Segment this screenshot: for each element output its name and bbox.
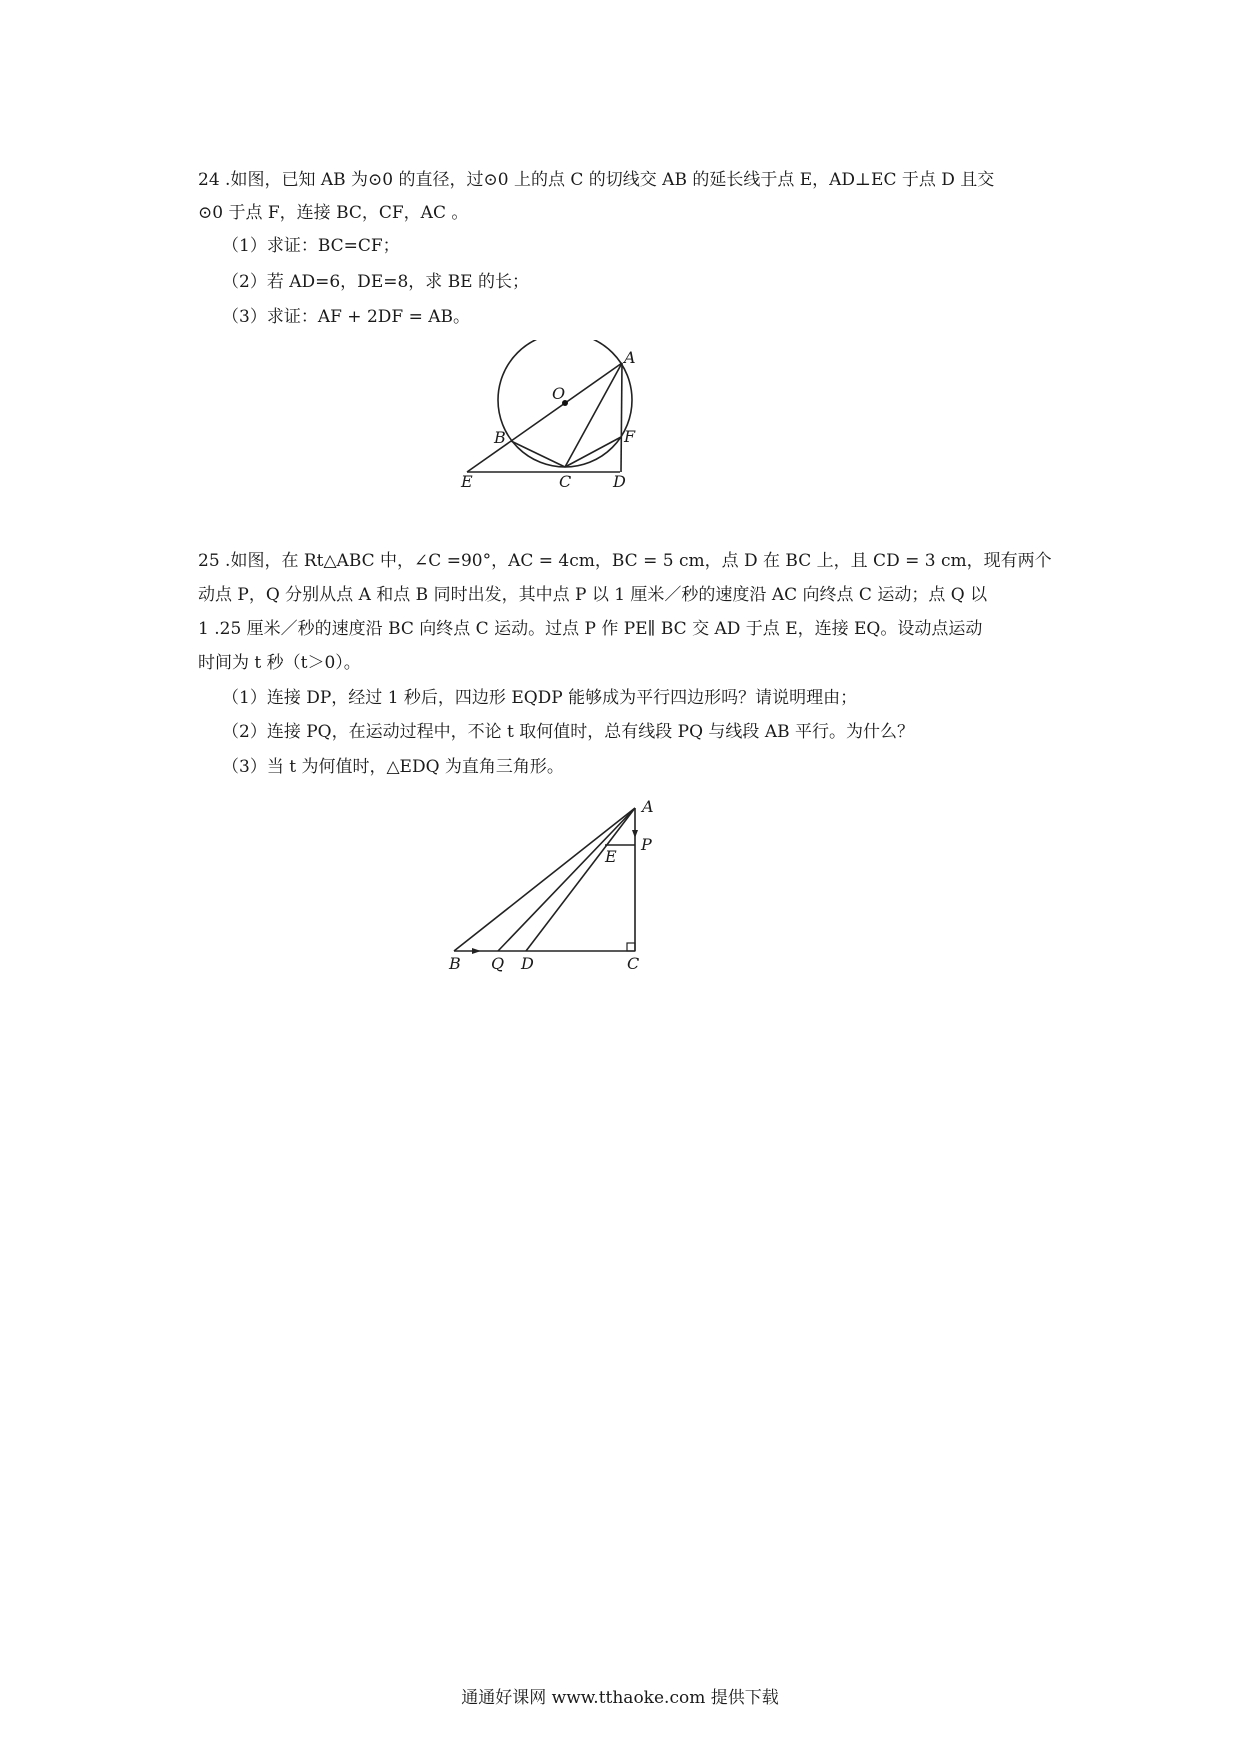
label-q: Q — [491, 954, 505, 973]
label-e: E — [461, 472, 473, 490]
q25-triangle-figure — [440, 795, 670, 980]
q25-text-line-3: 1 .25 厘米／秒的速度沿 BC 向终点 C 运动。过点 P 作 PE∥ BC 交 AD 于点 E，连接 EQ。设动点运动 — [198, 619, 983, 639]
q25-subquestion-2: （2）连接 PQ，在运动过程中，不论 t 取何值时，总有线段 PQ 与线段 AB 平行。为什么？ — [222, 722, 914, 742]
segment-ba — [454, 808, 635, 951]
label-b: B — [494, 428, 506, 447]
q24-subquestion-1: （1）求证：BC=CF； — [222, 236, 400, 256]
right-angle-mark — [627, 943, 635, 951]
footer-credit: 通通好课网 www.tthaoke.com 提供下载 — [461, 1688, 779, 1708]
label-c: C — [627, 954, 640, 973]
q25-text-line-4: 时间为 t 秒（t＞0）。 — [198, 653, 361, 673]
q24-subquestion-3: （3）求证：AF + 2DF = AB。 — [222, 307, 471, 327]
segment-qa — [498, 808, 635, 951]
label-c: C — [559, 472, 572, 490]
q24-text-line-2: ⊙0 于点 F，连接 BC，CF，AC 。 — [198, 203, 469, 223]
segment-bc — [511, 441, 565, 467]
label-d: D — [521, 954, 534, 973]
arrow-right-icon — [472, 948, 481, 954]
label-b: B — [449, 954, 461, 973]
segment-ad — [621, 363, 622, 472]
segment-ea — [467, 363, 622, 472]
label-p: P — [641, 835, 652, 854]
label-o: O — [552, 384, 566, 403]
q24-text-line-1: 24 .如图，已知 AB 为⊙0 的直径，过⊙0 上的点 C 的切线交 AB 的延长线于点 E，AD⊥EC 于点 D 且交 — [198, 170, 995, 190]
label-a: A — [642, 797, 654, 816]
label-a: A — [624, 348, 636, 367]
q24-circle-figure — [455, 340, 680, 490]
label-e: E — [605, 847, 617, 866]
q25-subquestion-1: （1）连接 DP，经过 1 秒后，四边形 EQDP 能够成为平行四边形吗？请说明理由； — [222, 688, 858, 708]
segment-da — [526, 808, 635, 951]
q25-text-line-1: 25 .如图，在 Rt△ABC 中，∠C =90°，AC = 4cm，BC = 5 cm，点 D 在 BC 上，且 CD = 3 cm，现有两个 — [198, 551, 1052, 571]
label-d: D — [613, 472, 626, 490]
label-f: F — [624, 427, 636, 446]
q25-subquestion-3: （3）当 t 为何值时，△EDQ 为直角三角形。 — [222, 757, 564, 777]
q25-text-line-2: 动点 P，Q 分别从点 A 和点 B 同时出发，其中点 P 以 1 厘米／秒的速度沿 AC 向终点 C 运动；点 Q 以 — [198, 585, 988, 605]
arrow-down-icon — [632, 830, 638, 838]
q24-subquestion-2: （2）若 AD=6，DE=8，求 BE 的长； — [222, 272, 529, 292]
